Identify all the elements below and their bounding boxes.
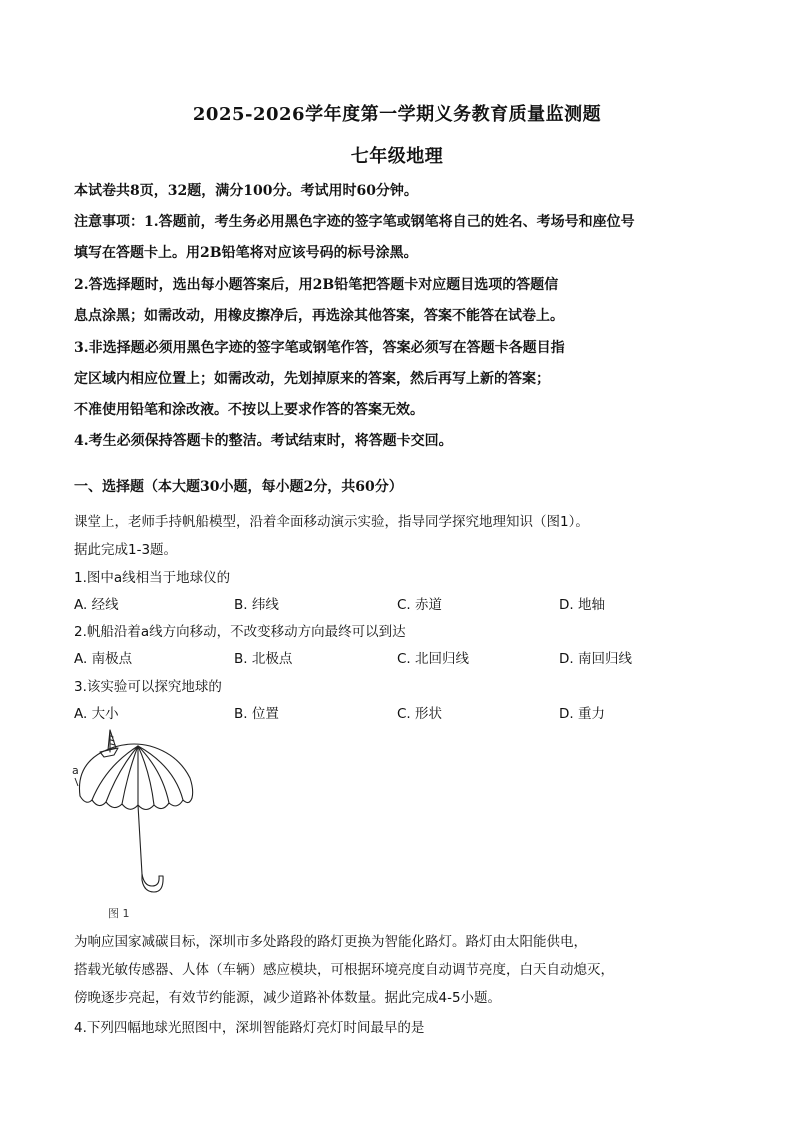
question-3-stem: 3.该实验可以探究地球的: [74, 679, 222, 695]
umbrella-sailboat-figure: [66, 726, 216, 921]
instruction-line: 4.考生必须保持答题卡的整洁。考试结束时，将答题卡交回。: [74, 433, 453, 449]
q3-option-a[interactable]: A. 大小: [74, 706, 119, 722]
question-4-stem: 4.下列四幅地球光照图中，深圳智能路灯亮灯时间最早的是: [74, 1020, 425, 1036]
instruction-line: 3.非选择题必须用黑色字迹的签字笔或钢笔作答，答案必须写在答题卡各题目指: [74, 340, 565, 356]
q3-option-d[interactable]: D. 重力: [559, 706, 605, 722]
umbrella-rib: [122, 746, 138, 804]
q1-option-d[interactable]: D. 地轴: [559, 597, 605, 613]
passage-line: 为响应国家减碳目标，深圳市多处路段的路灯更换为智能化路灯。路灯由太阳能供电，: [74, 934, 587, 950]
q1-option-b[interactable]: B. 纬线: [234, 597, 279, 613]
instruction-line: 不准使用铅笔和涂改液。不按以上要求作答的答案无效。: [74, 402, 424, 418]
figure-caption: 图 1: [108, 907, 130, 920]
passage-line: 搭载光敏传感器、人体（车辆）感应模块，可根据环境亮度自动调节亮度，白天自动熄灭，: [74, 962, 614, 978]
q3-option-c[interactable]: C. 形状: [397, 706, 443, 722]
umbrella-rib: [106, 746, 138, 802]
umbrella-scallop-edge: [80, 796, 192, 810]
umbrella-rib: [138, 746, 169, 803]
section-heading: 一、选择题（本大题30小题，每小题2分，共60分）: [74, 479, 403, 495]
q3-option-b[interactable]: B. 位置: [234, 706, 279, 722]
q2-option-c[interactable]: C. 北回归线: [397, 651, 470, 667]
q2-option-a[interactable]: A. 南极点: [74, 651, 133, 667]
q1-option-c[interactable]: C. 赤道: [397, 597, 443, 613]
line-a-label: a: [72, 764, 79, 777]
instruction-line: 2.答选择题时，选出每小题答案后，用2B铅笔把答题卡对应题目选项的答题信: [74, 277, 559, 293]
q2-option-b[interactable]: B. 北极点: [234, 651, 293, 667]
question-1-stem: 1.图中a线相当于地球仪的: [74, 570, 231, 586]
q1-option-a[interactable]: A. 经线: [74, 597, 119, 613]
umbrella-shaft: [138, 805, 159, 886]
instruction-line: 定区域内相应位置上；如需改动，先划掉原来的答案，然后再写上新的答案；: [74, 371, 550, 387]
exam-subject: 七年级地理: [350, 146, 444, 167]
q2-option-d[interactable]: D. 南回归线: [559, 651, 632, 667]
exam-title: 2025-2026学年度第一学期义务教育质量监测题: [192, 104, 602, 125]
question-intro: 据此完成1-3题。: [74, 542, 178, 558]
question-intro: 课堂上，老师手持帆船模型，沿着伞面移动演示实验，指导同学探究地理知识（图1）。: [74, 514, 589, 530]
question-2-stem: 2.帆船沿着a线方向移动，不改变移动方向最终可以到达: [74, 624, 406, 640]
instruction-line: 注意事项：1.答题前，考生务必用黑色字迹的签字笔或钢笔将自己的姓名、考场号和座位号: [74, 214, 635, 230]
line-a-arrow: [75, 778, 78, 786]
passage-line: 傍晚逐步亮起，有效节约能源，减少道路补体数量。据此完成4-5小题。: [74, 990, 502, 1006]
instruction-line: 填写在答题卡上。用2B铅笔将对应该号码的标号涂黑。: [74, 245, 418, 261]
instruction-line: 本试卷共8页，32题，满分100分。考试用时60分钟。: [74, 183, 418, 199]
instruction-line: 息点涂黑；如需改动，用橡皮擦净后，再选涂其他答案，答案不能答在试卷上。: [74, 308, 564, 324]
